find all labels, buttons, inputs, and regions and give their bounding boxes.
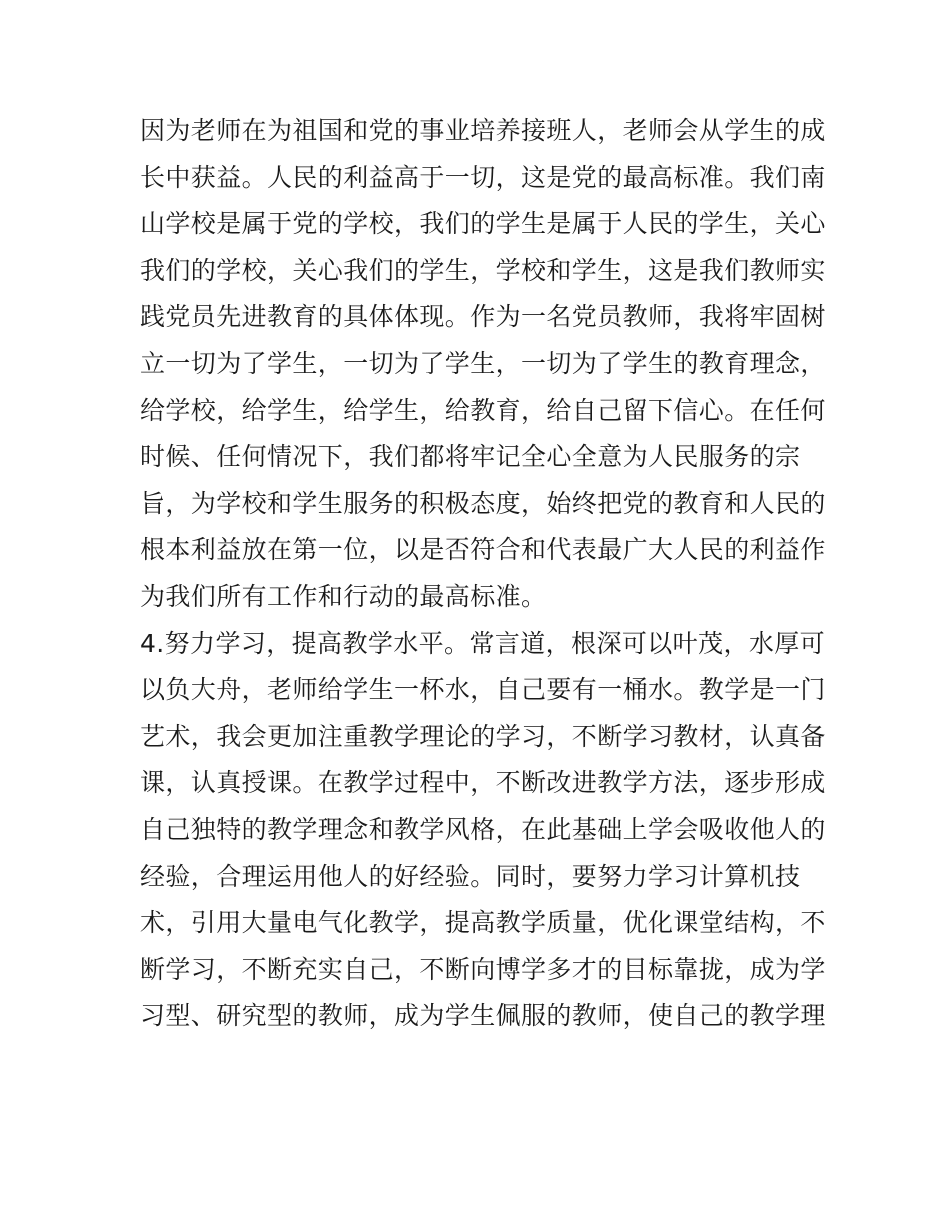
text-line: 艺术，我会更加注重教学理论的学习，不断学习教材，认真备 — [140, 721, 826, 751]
text-line: 长中获益。人民的利益高于一切，这是党的最高标准。我们南 — [140, 162, 826, 192]
text-line: 山学校是属于党的学校，我们的学生是属于人民的学生，关心 — [140, 209, 826, 239]
text-line: 课，认真授课。在教学过程中，不断改进教学方法，逐步形成 — [140, 768, 826, 798]
text-line: 践党员先进教育的具体体现。作为一名党员教师，我将牢固树 — [140, 302, 826, 332]
text-line: 术，引用大量电气化教学，提高教学质量，优化课堂结构，不 — [140, 908, 826, 938]
text-line: 我们的学校，关心我们的学生，学校和学生，这是我们教师实 — [140, 255, 826, 285]
text-line: 立一切为了学生，一切为了学生，一切为了学生的教育理念， — [140, 348, 826, 378]
text-line: 4.努力学习，提高教学水平。常言道，根深可以叶茂，水厚可 — [140, 628, 826, 658]
text-line: 为我们所有工作和行动的最高标准。 — [140, 581, 547, 611]
text-line: 经验，合理运用他人的好经验。同时，要努力学习计算机技 — [140, 861, 801, 891]
body-text — [140, 108, 826, 1040]
text-line: 以负大舟，老师给学生一杯水，自己要有一桶水。教学是一门 — [140, 675, 826, 705]
text-line: 因为老师在为祖国和党的事业培养接班人，老师会从学生的成 — [140, 116, 826, 145]
text-line: 断学习，不断充实自己，不断向博学多才的目标靠拢，成为学 — [140, 954, 826, 984]
text-line: 根本利益放在第一位，以是否符合和代表最广大人民的利益作 — [140, 535, 826, 565]
text-line: 给学校，给学生，给学生，给教育，给自己留下信心。在任何 — [140, 395, 826, 425]
text-line: 旨，为学校和学生服务的积极态度，始终把党的教育和人民的 — [140, 488, 826, 518]
text-line: 习型、研究型的教师，成为学生佩服的教师，使自己的教学理 — [140, 1001, 826, 1031]
text-line: 时候、任何情况下，我们都将牢记全心全意为人民服务的宗 — [140, 442, 801, 472]
text-line: 自己独特的教学理念和教学风格，在此基础上学会吸收他人的 — [140, 814, 826, 844]
